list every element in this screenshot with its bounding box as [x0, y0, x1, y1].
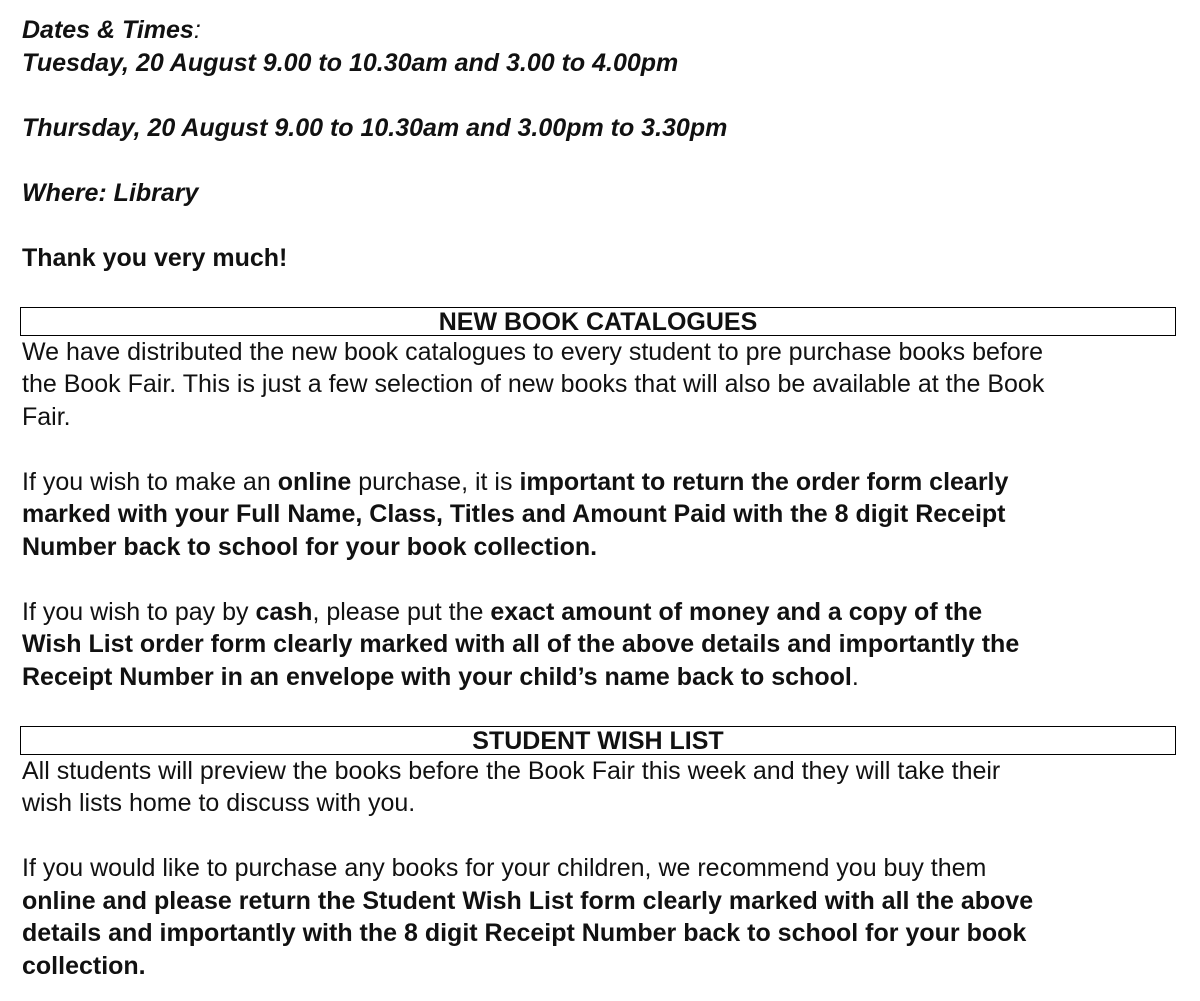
text-line — [22, 596, 1174, 629]
spacer — [22, 693, 1174, 726]
spacer — [22, 820, 1174, 853]
text-line: collection. — [22, 951, 146, 980]
text-line: details and importantly with the 8 digit Receipt Number back to school for your book — [22, 919, 1027, 947]
text-line: If you would like to purchase any books for your children, we recommend you buy them — [22, 854, 987, 882]
text-line: Number back to school for your book collection. — [22, 532, 598, 561]
spacer — [22, 209, 1174, 242]
text-line: We have distributed the new book catalogues to every student to pre purchase books before — [22, 337, 1044, 366]
dates-times-colon: : — [193, 16, 201, 44]
spacer — [22, 563, 1174, 596]
spacer — [22, 274, 1174, 307]
thank-you-note: Thank you very much! — [22, 243, 288, 272]
text-line — [22, 661, 1174, 694]
text-run: , please put the — [312, 597, 491, 626]
text-run: If you wish to pay by — [22, 597, 256, 626]
wishlist-paragraph-2 — [22, 852, 1174, 982]
text-line: wish lists home to discuss with you. — [22, 789, 416, 817]
emphasis-cash: cash — [255, 597, 313, 626]
emphasis-text: important to return the order form clearly — [519, 467, 1009, 496]
text-line: All students will preview the books before the Book Fair this week and they will take their — [22, 756, 1001, 785]
spacer — [22, 144, 1174, 177]
catalogues-paragraph-cash — [22, 596, 1174, 694]
text-line: marked with your Full Name, Class, Titles and Amount Paid with the 8 digit Receipt — [22, 500, 1006, 528]
section-heading-new-book-catalogues: NEW BOOK CATALOGUES — [20, 307, 1176, 336]
tuesday-times: Tuesday, 20 August 9.00 to 10.30am and 3.00 to 4.00pm — [22, 48, 679, 77]
text-run: purchase, it is — [351, 467, 520, 496]
text-line: online and please return the Student Wish List form clearly marked with all the above — [22, 886, 1034, 915]
spacer — [22, 433, 1174, 466]
text-run: If you wish to make an — [22, 467, 278, 496]
location: Where: Library — [22, 178, 199, 207]
emphasis-text: Receipt Number in an envelope with your child’s name back to school — [22, 662, 852, 691]
catalogues-paragraph-1 — [22, 336, 1174, 434]
newsletter-page — [22, 14, 1174, 982]
text-line: Wish List order form clearly marked with all of the above details and importantly the — [22, 630, 1020, 658]
wishlist-paragraph-1 — [22, 755, 1174, 820]
section-heading-student-wish-list: STUDENT WISH LIST — [20, 726, 1176, 755]
spacer — [22, 79, 1174, 112]
catalogues-paragraph-online — [22, 466, 1174, 564]
thursday-times: Thursday, 20 August 9.00 to 10.30am and 3.00pm to 3.30pm — [22, 113, 728, 142]
text-line: Fair. — [22, 402, 71, 431]
text-line — [22, 466, 1174, 499]
emphasis-online: online — [277, 467, 352, 496]
dates-times-label-line — [22, 14, 1174, 47]
text-run: . — [851, 662, 859, 691]
emphasis-text: exact amount of money and a copy of the — [490, 597, 983, 626]
text-line: the Book Fair. This is just a few selection of new books that will also be available at the Book — [22, 370, 1045, 398]
dates-times-label: Dates & Times — [22, 16, 194, 44]
